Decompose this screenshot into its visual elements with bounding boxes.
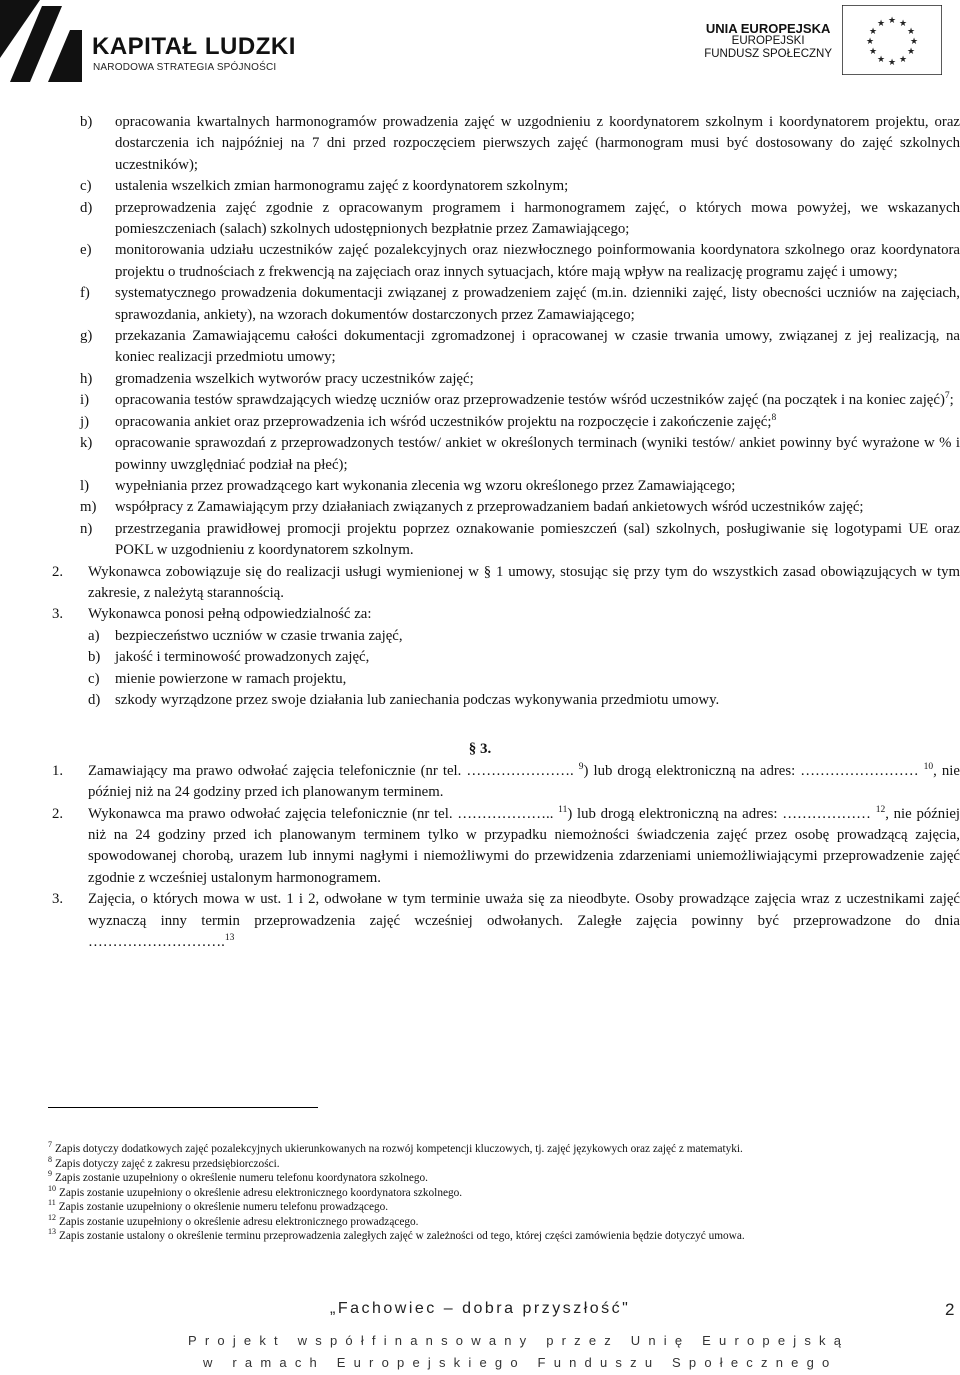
- list-marker: c): [80, 178, 92, 195]
- list-marker: e): [80, 242, 92, 259]
- svg-text:★: ★: [876, 19, 886, 29]
- list-marker: j): [80, 413, 90, 430]
- footnote-number: 9: [48, 1169, 52, 1179]
- section-title: § 3.: [468, 741, 492, 758]
- logo-left-subtitle: NARODOWA STRATEGIA SPÓJNOŚCI: [93, 62, 277, 73]
- footnote-ref[interactable]: 7: [944, 391, 950, 402]
- list-item-text: bezpieczeństwo uczniów w czasie trwania zajęć,: [115, 627, 403, 644]
- list-item: [0, 412, 960, 433]
- list-marker: n): [80, 520, 93, 537]
- list-marker: b): [80, 114, 93, 130]
- footnote: [48, 1183, 960, 1201]
- footnote: [48, 1200, 960, 1215]
- list-marker: c): [88, 670, 100, 687]
- list-marker: l): [80, 477, 90, 494]
- list-item: [0, 626, 960, 647]
- list-item: [0, 326, 960, 369]
- eu-logo-line3: FUNDUSZ SPOŁECZNY: [704, 48, 832, 60]
- list-marker: h): [80, 370, 93, 387]
- list-item: [0, 647, 960, 668]
- footnote-text: Zapis zostanie uzupełniony o określenie adresu elektronicznego prowadzącego.: [59, 1215, 419, 1228]
- footnotes: [48, 1142, 960, 1244]
- footnote-number: 11: [48, 1198, 56, 1208]
- footnote-ref[interactable]: 10: [923, 761, 934, 772]
- list-item: [0, 240, 960, 283]
- point-3: [0, 604, 960, 625]
- list-marker: d): [88, 691, 101, 708]
- eu-logo-line1: UNIA EUROPEJSKA: [705, 21, 831, 36]
- kapital-ludzki-logo: [0, 0, 320, 90]
- svg-text:★: ★: [898, 19, 908, 29]
- document-body: [0, 112, 960, 953]
- page-number: 2: [945, 1300, 955, 1319]
- footnote-ref[interactable]: 9: [578, 761, 584, 772]
- footnote: [48, 1154, 960, 1172]
- list-marker: 1.: [52, 762, 64, 779]
- point-2-text: Wykonawca zobowiązuje się do realizacji usługi wymienionej w § 1 umowy, stosując się przy tym do wszystkich zasad obowiązujących w tym zakresie, z należytą starannością.: [88, 563, 960, 601]
- footnote: [48, 1142, 960, 1157]
- list-item: [0, 390, 960, 411]
- footnote-text: Zapis zostanie uzupełniony o określenie numeru telefonu prowadzącego.: [58, 1201, 389, 1213]
- footnote-separator: [48, 1107, 318, 1108]
- list-marker: 2.: [52, 563, 64, 580]
- sec3-point-3: [0, 889, 960, 953]
- list-item-text: gromadzenia wszelkich wytworów pracy uczestników zajęć;: [115, 370, 474, 387]
- list-marker: g): [80, 328, 93, 345]
- list-item-text: przekazania Zamawiającemu całości dokumentacji zgromadzonej i opracowanej w czasie trwania umowy, związanej z jej realizacją, na koniec realizacji przedmiotu umowy;: [115, 328, 960, 366]
- list-item: [0, 519, 960, 562]
- list-item: [0, 112, 960, 176]
- list-marker: 2.: [52, 805, 64, 822]
- sec3-p2-text-a: Wykonawca ma prawo odwołać zajęcia telefonicznie (nr tel. ………………..: [88, 805, 559, 822]
- list-marker: i): [80, 392, 90, 409]
- list-item-text: przeprowadzenia zajęć zgodnie z opracowanym programem i harmonogramem zajęć, o których mowa powyżej, we wskazanych pomieszczeniach (salach) szkolnych udostępnionych bezpłatnie przez Zamawiającego;: [115, 199, 960, 238]
- svg-text:★: ★: [868, 27, 878, 37]
- list-item-text: opracowanie sprawozdań z przeprowadzonych testów/ ankiet w określonych terminach (wyniki testów/ ankiet powinny być wyrażone w % i powinny uwzględniać podział na płeć);: [115, 435, 960, 473]
- sec3-p1-text-c: , nie później niż na 24 godziny przed ich planowanym terminem.: [88, 762, 960, 801]
- footnote-number: 13: [48, 1227, 56, 1237]
- sec3-point-2: [0, 804, 960, 890]
- list-marker: d): [80, 199, 93, 216]
- list-item: [0, 283, 960, 326]
- footnote-ref[interactable]: 12: [875, 804, 886, 815]
- eu-logo-text: [704, 22, 832, 61]
- footnote-ref[interactable]: 13: [224, 933, 235, 944]
- footnote-number: 7: [48, 1140, 52, 1150]
- svg-text:★: ★: [868, 47, 878, 57]
- svg-text:★: ★: [909, 37, 919, 47]
- svg-text:★: ★: [876, 55, 886, 65]
- list-item-text: opracowania ankiet oraz przeprowadzenia ich wśród uczestników projektu na rozpoczęcie i zakończenie zajęć;: [115, 413, 772, 430]
- footnote-text: Zapis dotyczy dodatkowych zajęć pozalekcyjnych ukierunkowanych na rozwój kompetencji kluczowych, tj. zajęć językowych oraz zajęć z matematyki.: [55, 1143, 743, 1155]
- sec3-p2-text-b: ) lub drogą elektroniczną na adres: ………………: [567, 805, 876, 822]
- eu-logo-line2: EUROPEJSKI: [731, 35, 805, 47]
- list-item-text: ustalenia wszelkich zmian harmonogramu zajęć z koordynatorem szkolnym;: [115, 178, 569, 195]
- list-marker: b): [88, 649, 101, 666]
- point-3-text: Wykonawca ponosi pełną odpowiedzialność za:: [88, 606, 372, 623]
- footnote: [48, 1229, 960, 1244]
- list-item-text: wypełniania przez prowadzącego kart wykonania zlecenia wg wzoru określonego przez Zamawiającego;: [115, 477, 736, 494]
- footer-project-line1: Projekt współfinansowany przez Unię Europejską: [188, 1333, 850, 1348]
- list-item: [0, 497, 960, 518]
- list-item-text: jakość i terminowość prowadzonych zajęć,: [115, 649, 370, 666]
- list-item-text: opracowania testów sprawdzających wiedzę uczniów oraz przeprowadzenie testów wśród uczestników zajęć (na początek i na koniec zajęć): [115, 392, 945, 409]
- footnote: [48, 1171, 960, 1186]
- list-item-text: mienie powierzone w ramach projektu,: [115, 670, 347, 687]
- footnote-number: 10: [48, 1183, 56, 1193]
- list-marker: a): [88, 627, 100, 644]
- logo-left-title: KAPITAŁ LUDZKI: [92, 33, 296, 60]
- list-item-text: monitorowania udziału uczestników zajęć pozalekcyjnych oraz niezwłocznego poinformowania koordynatora szkolnego oraz koordynatora projektu o trudnościach z frekwencją na zajęciach oraz innych sytuacjach, które mają wpływ na realizację programu zajęć i umowy;: [115, 242, 960, 280]
- list-item-tail: ;: [949, 392, 954, 409]
- sec3-point-1: [0, 761, 960, 804]
- footnote-number: 8: [48, 1154, 52, 1164]
- point-2: [0, 562, 960, 605]
- svg-text:★: ★: [906, 47, 916, 57]
- sec3-p3-text: Zajęcia, o których mowa w ust. 1 i 2, odwołane w tym terminie uważa się za nieodbyte. Osoby prowadzące zajęcia wraz z uczestnikami zajęć wyznaczą inny termin przeprowadzenia zajęć wcześniej odwołanych. Zaległe zajęcia powinny być przeprowadzone do dnia ……………………….: [88, 891, 960, 951]
- footer-slogan: „Fachowiec – dobra przyszłość": [330, 1300, 631, 1317]
- svg-text:★: ★: [898, 55, 908, 65]
- list-item: [0, 176, 960, 197]
- footnote-number: 12: [48, 1212, 56, 1222]
- eu-flag-icon: [842, 5, 942, 75]
- footer-project-line2: w ramach Europejskiego Funduszu Społecznego: [203, 1355, 838, 1370]
- footnote-text: Zapis zostanie ustalony o określenie terminu przeprowadzenia zaległych zajęć w zależności od tego, której części zamówienia będzie dotyczyć umowa.: [59, 1230, 745, 1242]
- list-item: [0, 669, 960, 690]
- list-marker: k): [80, 435, 93, 452]
- list-item-text: opracowania kwartalnych harmonogramów prowadzenia zajęć w uzgodnieniu z koordynatorem szkolnym i koordynatorem projektu, oraz dostarczenia ich najpóźniej na 7 dni przed rozpoczęciem pierwszych zajęć (harmonogram musi być dostosowany do zajęć szkolnych uczestników);: [115, 114, 960, 173]
- list-marker: m): [80, 499, 97, 516]
- sec3-p1-text-a: Zamawiający ma prawo odwołać zajęcia telefonicznie (nr tel. ………………….: [88, 762, 579, 779]
- list-item: [0, 198, 960, 241]
- list-marker: f): [80, 285, 90, 302]
- sec3-p1-text-b: ) lub drogą elektroniczną na adres: ……………………: [583, 762, 924, 779]
- list-item-text: szkody wyrządzone przez swoje działania lub zaniechania podczas wykonywania przedmiotu umowy.: [115, 691, 720, 708]
- kapital-ludzki-mark-icon: [0, 0, 82, 82]
- footnote: [48, 1212, 960, 1230]
- page-header: [0, 0, 960, 90]
- svg-text:★: ★: [887, 16, 897, 26]
- svg-text:★: ★: [906, 27, 916, 37]
- sec3-p2-text-c: , nie później niż na 24 godziny przed ich planowanym terminem tylko w przypadku niemożności świadczenia zajęć przez osobę prowadzącą zajęcia, spowodowanej chorobą, urazem lub innymi nagłymi i niemożliwymi do przewidzenia zdarzeniami uniemożliwiającymi przeprowadzenie zajęć zgodnie z wcześniej ustalonym harmonogramem.: [88, 805, 960, 886]
- list-item: [0, 369, 960, 390]
- footnote-text: Zapis zostanie uzupełniony o określenie numeru telefonu koordynatora szkolnego.: [55, 1172, 429, 1184]
- list-item-text: systematycznego prowadzenia dokumentacji związanej z prowadzeniem zajęć (m.in. dzienniki zajęć, listy obecności uczniów na zajęciach, sprawozdania, ankiety), na wzorach dokumentów dostarczonych przez Zamawiającego;: [115, 285, 960, 323]
- svg-text:★: ★: [865, 37, 875, 47]
- obligations-list: [0, 112, 960, 562]
- svg-text:★: ★: [887, 58, 897, 68]
- list-item-text: przestrzegania prawidłowej promocji projektu poprzez oznakowanie pomieszczeń (sal) szkolnych, posługiwanie się logotypami UE oraz POKL w uzgodnieniu z koordynatorem szkolnym.: [115, 520, 960, 559]
- footnote-ref[interactable]: 11: [558, 804, 568, 815]
- footnote-ref[interactable]: 8: [771, 412, 777, 423]
- list-marker: 3.: [52, 606, 64, 623]
- footnote-text: Zapis dotyczy zajęć z zakresu przedsiębiorczości.: [55, 1157, 280, 1170]
- list-marker: 3.: [52, 891, 64, 908]
- list-item-text: współpracy z Zamawiającym przy działaniach związanych z przeprowadzaniem badań ankietowych wśród uczestników zajęć;: [115, 499, 864, 516]
- list-item: [0, 476, 960, 497]
- footnote-text: Zapis zostanie uzupełniony o określenie adresu elektronicznego koordynatora szkolnego.: [59, 1186, 463, 1199]
- eu-logo: [660, 0, 960, 90]
- liability-list: [0, 626, 960, 712]
- list-item: [0, 433, 960, 476]
- list-item: [0, 690, 960, 711]
